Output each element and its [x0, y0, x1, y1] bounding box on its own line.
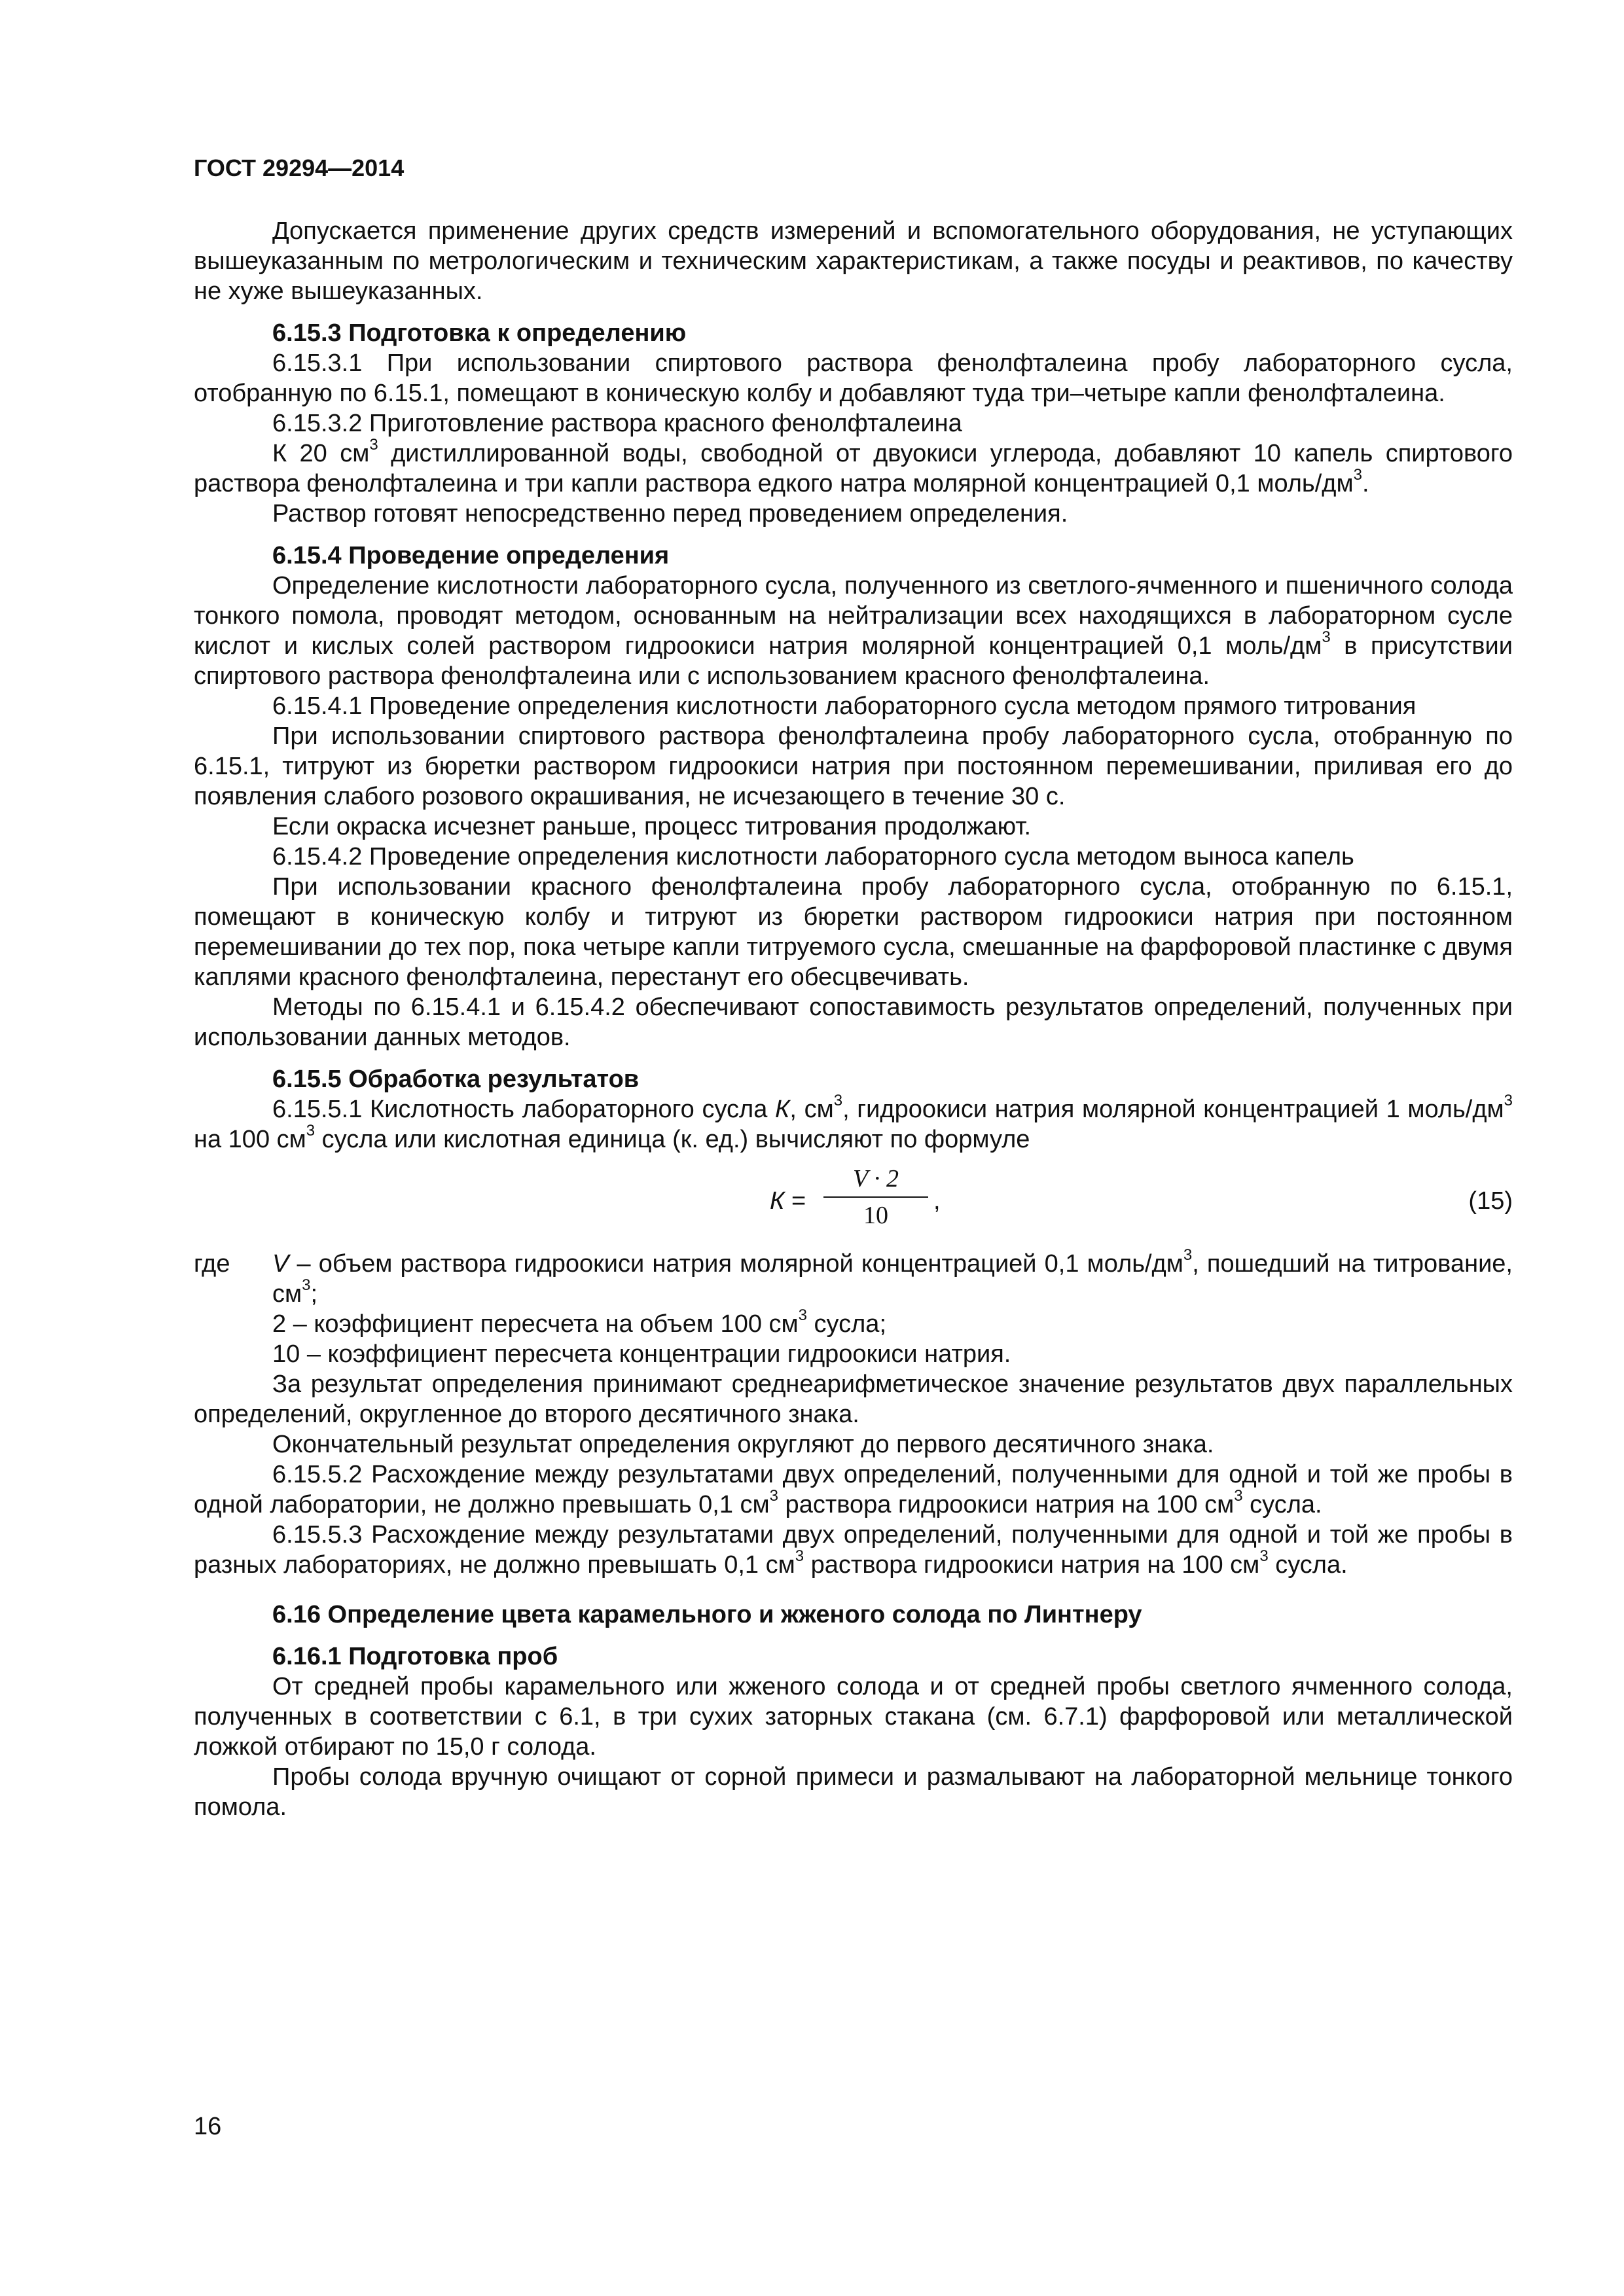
paragraph-6-15-4-1-b: При использовании спиртового раствора фенолфталеина пробу лабораторного сусла, отобранную по 6.15.1, титруют из бюретки раствором гидроокиси натрия при постоянном перемешивании, приливая его до появления слабого розового окрашивания, не исчезающего в течение 30 с. — [194, 723, 1513, 810]
formula-number: (15) — [1468, 1187, 1513, 1215]
text-run: сусла; — [807, 1310, 886, 1338]
heading-6-16: 6.16 Определение цвета карамельного и жженого солода по Линтнеру — [272, 1601, 1142, 1628]
text-run: 2 – коэффициент пересчета на объем 100 см — [272, 1310, 799, 1338]
text-run: , гидроокиси натрия молярной концентрацией 1 моль/дм — [842, 1096, 1504, 1123]
superscript: 3 — [302, 1276, 311, 1295]
text-run: на 100 см — [194, 1126, 306, 1153]
symbol-k: К — [774, 1096, 790, 1123]
paragraph-6-15-4-2-b: При использовании красного фенолфталеина пробу лабораторного сусла, отобранную по 6.15.1, помещают в коническую колбу и титруют из бюретки раствором гидроокиси натрия при постоянном перемешивании до тех пор, пока четыре капли титруемого сусла, смешанные на фарфоровой пластинке с двумя каплями красного фенолфталеина, перестанут его обесцвечивать. — [194, 873, 1513, 991]
superscript: 3 — [769, 1487, 778, 1505]
document-body — [194, 216, 1513, 1822]
paragraph-prep: Раствор готовят непосредственно перед проведением определения. — [272, 500, 1068, 528]
superscript: 3 — [1504, 1092, 1513, 1110]
symbol-v: V — [272, 1250, 289, 1278]
superscript: 3 — [1353, 466, 1362, 484]
paragraph-6-15-3-2: 6.15.3.2 Приготовление раствора красного фенолфталеина — [272, 410, 962, 437]
text-run: сусла. — [1268, 1551, 1348, 1579]
formula-comma: , — [933, 1187, 941, 1215]
text-run: . — [1362, 470, 1369, 497]
where-v-text — [272, 1246, 1513, 1309]
paragraph-6-15-5-1 — [194, 1094, 1513, 1155]
paragraph-methods: Методы по 6.15.4.1 и 6.15.4.2 обеспечивают сопоставимость результатов определений, полученных при использовании данных методов. — [194, 994, 1513, 1051]
text-run: ; — [310, 1280, 318, 1308]
where-2 — [194, 1306, 1513, 1339]
superscript: 3 — [795, 1547, 804, 1566]
paragraph-6-16-1: От средней пробы карамельного или жженого солода и от средней пробы светлого ячменного солода, полученных в соответствии с 6.1, в три сухих заторных стакана (см. 6.7.1) фарфоровой или металлической ложкой отбирают по 15,0 г солода. — [194, 1673, 1513, 1761]
text-run: сусла. — [1242, 1491, 1322, 1518]
paragraph-6-16-1-b: Пробы солода вручную очищают от сорной примеси и размалывают на лабораторной мельнице тонкого помола. — [194, 1763, 1513, 1821]
superscript: 3 — [833, 1092, 843, 1110]
document-header: ГОСТ 29294—2014 — [194, 154, 405, 181]
paragraph-6-15-5-2 — [194, 1460, 1513, 1520]
paragraph-red-phenolphthalein — [194, 436, 1513, 499]
superscript: 3 — [1259, 1547, 1269, 1566]
paragraph-final: Окончательный результат определения округляют до первого десятичного знака. — [272, 1431, 1214, 1458]
where-label: где — [194, 1250, 230, 1278]
text-run: в присутствии спиртового раствора фенолфталеина или с использованием красного фенолфталеина. — [194, 632, 1513, 690]
text-run: , пошедший на титрование, см — [272, 1250, 1513, 1308]
formula-lhs — [770, 1186, 806, 1216]
text-run: К 20 см — [272, 440, 370, 467]
paragraph-6-15-3-1: 6.15.3.1 При использовании спиртового раствора фенолфталеина пробу лабораторного сусла, отобранную по 6.15.1, помещают в коническую колбу и добавляют туда три–четыре капли фенолфталеина. — [194, 350, 1513, 407]
superscript: 3 — [1234, 1487, 1243, 1505]
formula-numerator: V · 2 — [823, 1164, 928, 1198]
text-run: дистиллированной воды, свободной от двуокиси углерода, добавляют 10 капель спиртового раствора фенолфталеина и три капли раствора едкого натра молярной концентрацией 0,1 моль/дм — [194, 440, 1513, 497]
superscript: 3 — [798, 1306, 807, 1325]
page-number: 16 — [194, 2113, 222, 2140]
heading-6-15-5: 6.15.5 Обработка результатов — [272, 1066, 640, 1093]
text-run: Определение кислотности лабораторного сусла, полученного из светлого-ячменного и пшеничного солода тонкого помола, проводят методом, основанным на нейтрализации всех находящихся в лабораторном сусле кислот и кислых солей раствором гидроокиси натрия молярной концентрацией 0,1 моль/дм — [194, 572, 1513, 660]
text-run: 6.15.5.1 Кислотность лабораторного сусла — [272, 1096, 775, 1123]
heading-6-15-3: 6.15.3 Подготовка к определению — [272, 319, 687, 347]
where-v — [194, 1246, 1513, 1309]
text-run: – объем раствора гидроокиси натрия молярной концентрацией 0,1 моль/дм — [289, 1250, 1183, 1278]
formula-15 — [194, 1164, 1513, 1242]
superscript: 3 — [1183, 1246, 1193, 1265]
formula-denominator: 10 — [863, 1202, 888, 1229]
formula-equals: = — [784, 1187, 806, 1215]
text-run: раствора гидроокиси натрия на 100 см — [804, 1551, 1260, 1579]
paragraph-6-15-4-1-c: Если окраска исчезнет раньше, процесс титрования продолжают. — [272, 813, 1032, 840]
paragraph-6-15-4-1: 6.15.4.1 Проведение определения кислотности лабораторного сусла методом прямого титрования — [272, 692, 1416, 720]
superscript: 3 — [1322, 628, 1331, 647]
paragraph-result: За результат определения принимают среднеарифметическое значение результатов двух параллельных определений, округленное до второго десятичного знака. — [194, 1371, 1513, 1428]
paragraph-6-15-4 — [194, 571, 1513, 691]
text-run: , см — [789, 1096, 834, 1123]
paragraph-equipment: Допускается применение других средств измерений и вспомогательного оборудования, не уступающих вышеуказанным по метрологическим и техническим характеристикам, а также посуды и реактивов, по качеству не хуже вышеуказанных. — [194, 217, 1513, 305]
text-run: 6.15.5.3 Расхождение между результатами двух определений, полученными для одной и той же пробы в разных лабораториях, не должно превышать 0,1 см — [194, 1521, 1513, 1579]
text-run: сусла или кислотная единица (к. ед.) вычисляют по формуле — [315, 1126, 1030, 1153]
formula-variable: К — [770, 1187, 785, 1215]
heading-6-16-1: 6.16.1 Подготовка проб — [272, 1643, 558, 1670]
formula-fraction — [823, 1164, 928, 1230]
heading-6-15-4: 6.15.4 Проведение определения — [272, 542, 670, 569]
text-run: 6.15.5.2 Расхождение между результатами двух определений, полученными для одной и той же пробы в одной лаборатории, не должно превышать 0,1 см — [194, 1461, 1513, 1518]
paragraph-6-15-4-2: 6.15.4.2 Проведение определения кислотности лабораторного сусла методом выноса капель — [272, 843, 1354, 870]
text-run: раствора гидроокиси натрия на 100 см — [778, 1491, 1235, 1518]
where-10: 10 – коэффициент пересчета концентрации гидроокиси натрия. — [272, 1340, 1011, 1368]
paragraph-6-15-5-3 — [194, 1520, 1513, 1580]
superscript: 3 — [306, 1122, 316, 1140]
superscript: 3 — [369, 436, 378, 454]
